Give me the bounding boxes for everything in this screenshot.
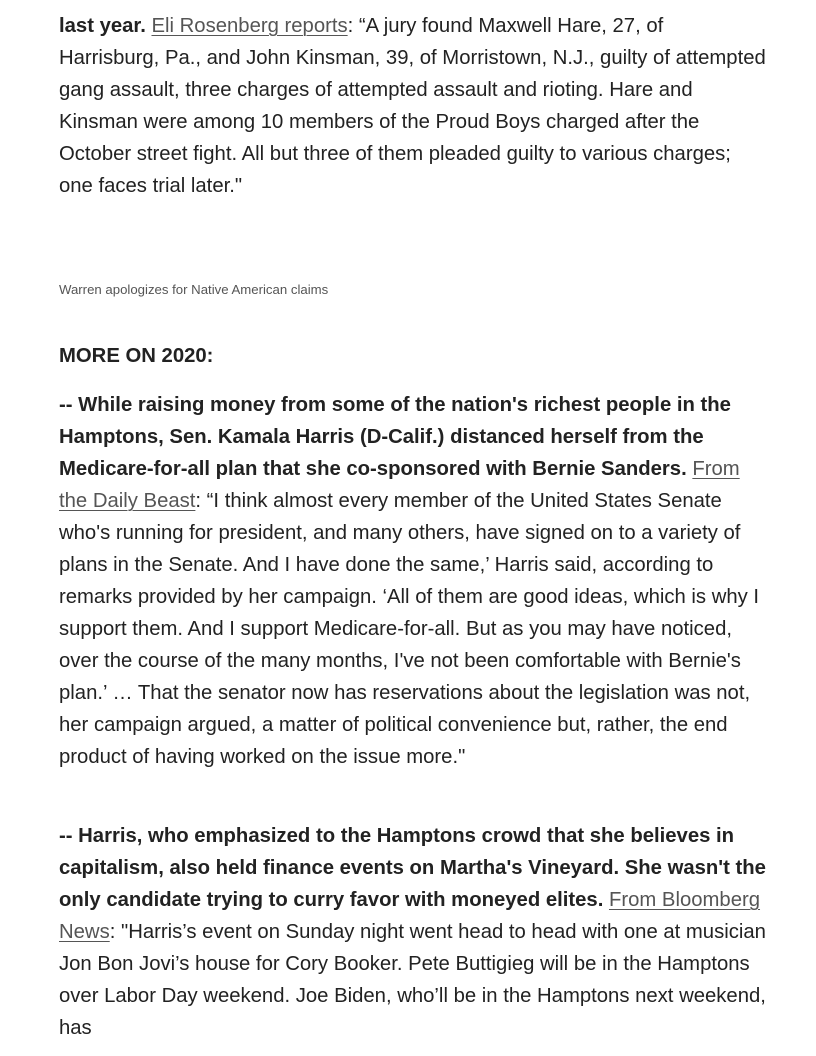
paragraph-harris-medicare — [59, 389, 769, 773]
eli-rosenberg-reports-link[interactable]: Eli Rosenberg reports — [151, 15, 348, 37]
paragraph-body-text: : “A jury found Maxwell Hare, 27, of Harrisburg, Pa., and John Kinsman, 39, of Morristown, N.J., guilty of attempted gang assault, three charges of attempted assault and rioting. Hare and Kinsman were among 10 members of the Proud Boys charged after the October street fight. All but three of them pleaded guilty to various charges; one faces trial later." — [59, 15, 766, 197]
paragraph-body-text: : "Harris’s event on Sunday night went head to head with one at musician Jon Bon Jovi’s house for Cory Booker. Pete Buttigieg will be in the Hamptons over Labor Day weekend. Joe Biden, who’ll be in the Hamptons next weekend, has — [59, 921, 766, 1039]
image-caption: Warren apologizes for Native American claims — [59, 282, 329, 297]
paragraph-lead-bold: last year. — [59, 15, 146, 37]
paragraph-lead-bold: -- Harris, who emphasized to the Hamptons crowd that she believes in capitalism, also held finance events on Martha's Vineyard. She wasn't the only candidate trying to curry favor with moneyed elites. — [59, 825, 766, 911]
paragraph-body-text: : “I think almost every member of the United States Senate who's running for president, and many others, have signed on to a variety of plans in the Senate. And I have done the same,’ Harris said, according to remarks provided by her campaign. ‘All of them are good ideas, which is why I support them. And I support Medicare-for-all. But as you may have noticed, over the course of the many months, I've not been comfortable with Bernie's plan.’ … That the senator now has reservations about the legislation was not, her campaign argued, a matter of political convenience but, rather, the end product of having worked on the issue more." — [59, 490, 760, 768]
daily-beast-link[interactable]: From the Daily Beast — [59, 458, 740, 512]
section-heading: MORE ON 2020: — [59, 345, 214, 367]
paragraph-proud-boys-verdict — [59, 10, 769, 202]
paragraph-lead-bold: -- While raising money from some of the nation's richest people in the Hamptons, Sen. Kamala Harris (D-Calif.) distanced herself from the Medicare-for-all plan that she co-sponsored with Bernie Sanders. — [59, 394, 731, 480]
paragraph-harris-fundraising — [59, 820, 769, 1044]
bloomberg-news-link[interactable]: From Bloomberg News — [59, 889, 761, 943]
